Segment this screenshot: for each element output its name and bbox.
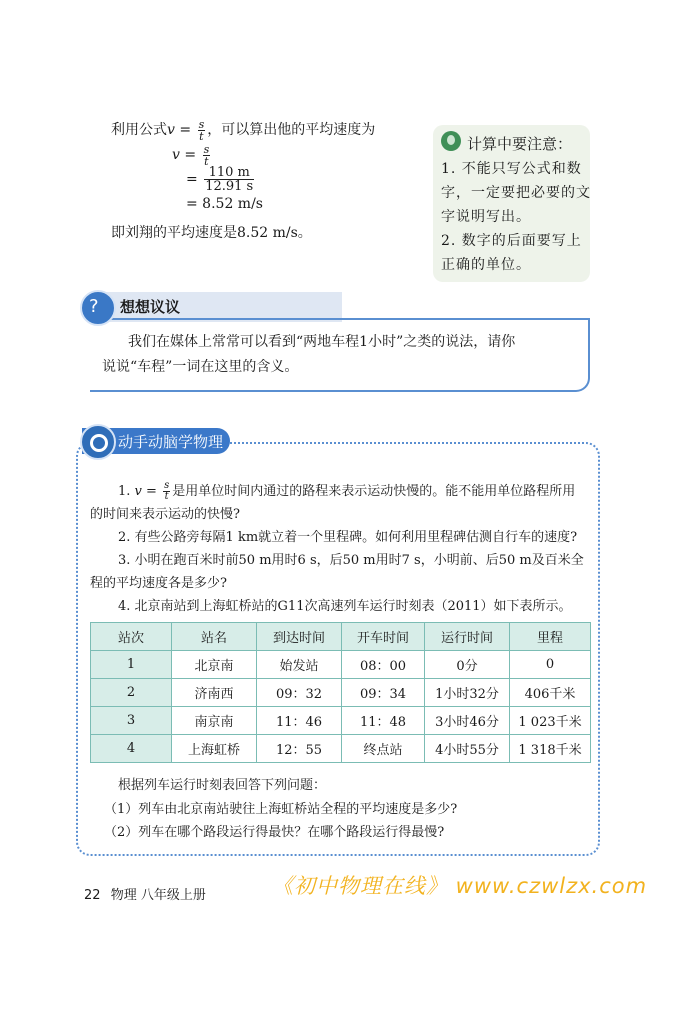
target-icon — [80, 424, 116, 460]
col-header: 运行时间 — [425, 623, 510, 651]
numerator: 110 m — [204, 166, 254, 180]
cell: 0分 — [425, 651, 510, 679]
cell: 09：32 — [257, 679, 342, 707]
cell: 3 — [91, 707, 172, 735]
watermark: 《初中物理在线》 www.czwlzx.com — [272, 874, 648, 898]
leaf-icon — [441, 131, 461, 151]
numeric-fraction — [204, 166, 254, 193]
t: t — [204, 154, 209, 168]
cell: 11：48 — [342, 707, 425, 735]
sub-question-1: （1）列车由北京南站驶往上海虹桥站全程的平均速度是多少? — [104, 802, 458, 817]
cell: 2 — [91, 679, 172, 707]
hands-on-title: 动手动脑学物理 — [118, 433, 224, 451]
question-face-icon — [80, 290, 116, 326]
formula-intro — [111, 118, 375, 142]
intro-suffix: ，可以算出他的平均速度为 — [207, 122, 376, 138]
formula-line-3: = 8.52 m/s — [186, 196, 263, 212]
cell: 4小时55分 — [425, 735, 510, 763]
train-timetable — [90, 622, 591, 763]
col-header: 里程 — [510, 623, 591, 651]
table-row — [91, 679, 591, 707]
equals: = — [179, 147, 201, 163]
col-header: 站次 — [91, 623, 172, 651]
col-header: 到达时间 — [257, 623, 342, 651]
q1-text: 是用单位时间内通过的路程来表示运动快慢的。能不能用单位路程所用 — [172, 484, 576, 499]
intro-prefix: 利用公式 — [111, 122, 167, 138]
equals: = — [174, 122, 196, 138]
question-mark: ? — [89, 296, 99, 317]
table-row — [91, 651, 591, 679]
cell: 4 — [91, 735, 172, 763]
formula-line-1 — [172, 143, 212, 167]
cell: 济南西 — [172, 679, 257, 707]
table-row — [91, 707, 591, 735]
table-header-row — [91, 623, 591, 651]
cell: 12：55 — [257, 735, 342, 763]
cell: 3小时46分 — [425, 707, 510, 735]
equals: = — [141, 484, 162, 499]
v-symbol: v — [172, 147, 180, 163]
discussion-line-2: 说说“车程”一词在这里的含义。 — [102, 359, 299, 375]
sub-question-2: （2）列车在哪个路段运行得最快？在哪个路段运行得最慢? — [104, 825, 445, 840]
cell: 1 023千米 — [510, 707, 591, 735]
tip-line-2: 2. 数字的后面要写上正确的单位。 — [441, 233, 582, 273]
cell: 北京南 — [172, 651, 257, 679]
question-3-line-2: 程的平均速度各是多少? — [90, 576, 227, 591]
cell: 1 318千米 — [510, 735, 591, 763]
s: s — [198, 117, 205, 131]
question-1-line-2: 的时间来表示运动的快慢? — [90, 507, 240, 522]
formula-line-2: = $\frac{110 m}{12.91 s}$ — [186, 165, 254, 194]
discussion-line-1: 我们在媒体上常常可以看到“两地车程1小时”之类的说法，请你 — [128, 334, 516, 350]
q1-number: 1. — [118, 484, 135, 499]
question-2: 2. 有些公路旁每隔1 km就立着一个里程碑。如何利用里程碑估测自行车的速度? — [118, 530, 578, 545]
tip-line-1: 1. 不能只写公式和数字，一定要把必要的文字说明写出。 — [441, 161, 591, 225]
cell: 1 — [91, 651, 172, 679]
t: t — [164, 491, 169, 502]
t: t — [199, 129, 204, 143]
cell: 0 — [510, 651, 591, 679]
conclusion: 即刘翔的平均速度是8.52 m/s。 — [111, 225, 312, 241]
page-footer — [84, 884, 206, 903]
question-3-line-1: 3. 小明在跑百米时前50 m用时6 s，后50 m用时7 s，小明前、后50 m及百米全 — [118, 553, 584, 568]
table-row — [91, 735, 591, 763]
s-over-t — [203, 144, 211, 167]
v-symbol: v — [134, 484, 142, 499]
question-1-line-1 — [118, 480, 575, 504]
discussion-title: 想想议议 — [120, 298, 181, 316]
cell: 南京南 — [172, 707, 257, 735]
tip-lines — [441, 157, 591, 277]
denominator: 12.91 s — [205, 179, 254, 194]
page-number: 22 — [84, 888, 101, 903]
cell: 406千米 — [510, 679, 591, 707]
s: s — [203, 142, 210, 156]
cell: 上海虹桥 — [172, 735, 257, 763]
col-header: 开车时间 — [342, 623, 425, 651]
cell: 终点站 — [342, 735, 425, 763]
question-4: 4. 北京南站到上海虹桥站的G11次高速列车运行时刻表（2011）如下表所示。 — [118, 599, 572, 614]
book-title: 物理 八年级上册 — [110, 888, 206, 903]
cell: 08：00 — [342, 651, 425, 679]
s-over-t — [198, 119, 206, 142]
cell: 始发站 — [257, 651, 342, 679]
cell: 1小时32分 — [425, 679, 510, 707]
cell: 11：46 — [257, 707, 342, 735]
v-symbol: v — [167, 122, 175, 138]
col-header: 站名 — [172, 623, 257, 651]
tip-title: 计算中要注意： — [467, 135, 573, 153]
s: s — [164, 480, 170, 491]
after-table-text: 根据列车运行时刻表回答下列问题： — [118, 778, 327, 793]
cell: 09：34 — [342, 679, 425, 707]
s-over-t — [163, 481, 170, 502]
